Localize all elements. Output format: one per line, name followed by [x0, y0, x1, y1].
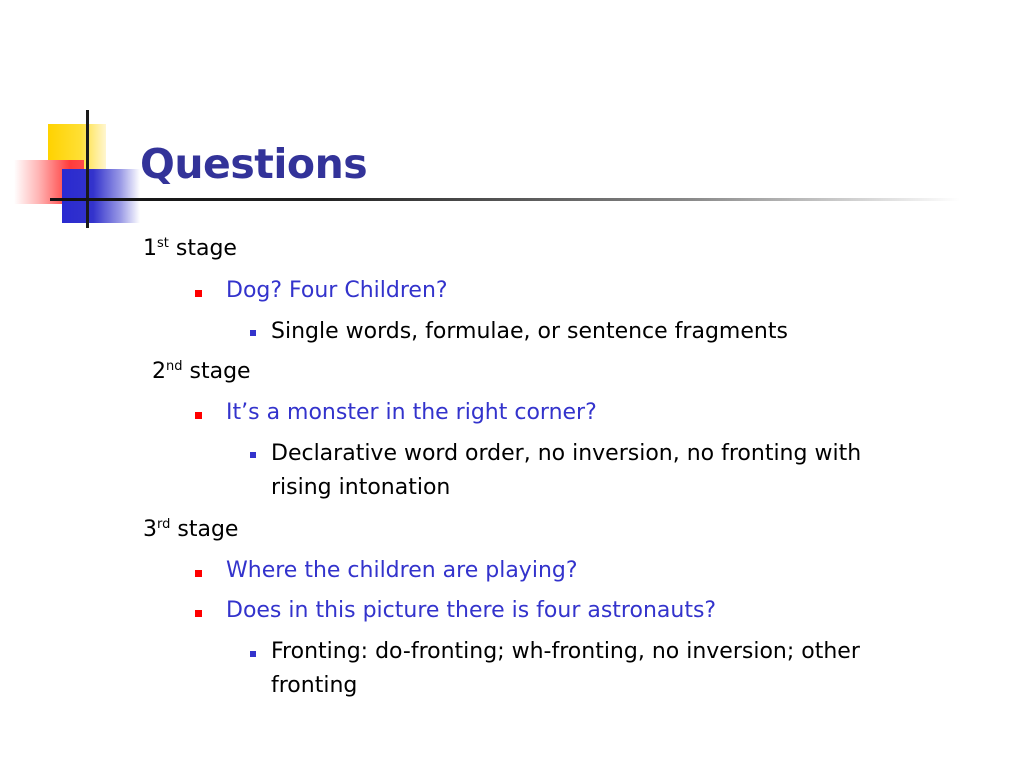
square-bullet-icon [195, 290, 202, 297]
stage-2-note-line-2: rising intonation [271, 475, 451, 500]
square-bullet-icon [250, 330, 256, 336]
stage-1-number: 1 [143, 236, 157, 261]
stage-3-heading [143, 513, 238, 547]
stage-1-note-line-1: Single words, formulae, or sentence fragments [271, 319, 788, 344]
stage-2-label: stage [182, 359, 251, 384]
square-bullet-icon [195, 570, 202, 577]
slide-title: Questions [140, 140, 368, 188]
square-bullet-icon [250, 651, 256, 657]
stage-2-number: 2 [152, 359, 166, 384]
stage-2-note-line-1: Declarative word order, no inversion, no fronting with [271, 441, 862, 466]
stage-3-example-2: Does in this picture there is four astronauts? [226, 598, 717, 623]
decor-blue-square [62, 169, 140, 223]
stage-2-heading [152, 355, 251, 389]
stage-3-note-line-2: fronting [271, 673, 358, 698]
square-bullet-icon [195, 610, 202, 617]
stage-1-heading [143, 232, 237, 266]
stage-1-suffix: st [157, 236, 169, 251]
square-bullet-icon [250, 452, 256, 458]
stage-3-number: 3 [143, 517, 157, 542]
stage-3-label: stage [170, 517, 239, 542]
stage-3-example-1: Where the children are playing? [226, 558, 578, 583]
stage-1-example-1: Dog? Four Children? [226, 278, 448, 303]
stage-1-label: stage [168, 236, 237, 261]
stage-3-suffix: rd [157, 517, 171, 532]
square-bullet-icon [195, 412, 202, 419]
stage-3-note-line-1: Fronting: do-fronting; wh-fronting, no inversion; other [271, 639, 860, 664]
stage-2-suffix: nd [166, 359, 183, 374]
decor-vertical-line [86, 110, 89, 228]
title-underline [50, 198, 960, 201]
stage-2-example-1: It’s a monster in the right corner? [226, 400, 597, 425]
